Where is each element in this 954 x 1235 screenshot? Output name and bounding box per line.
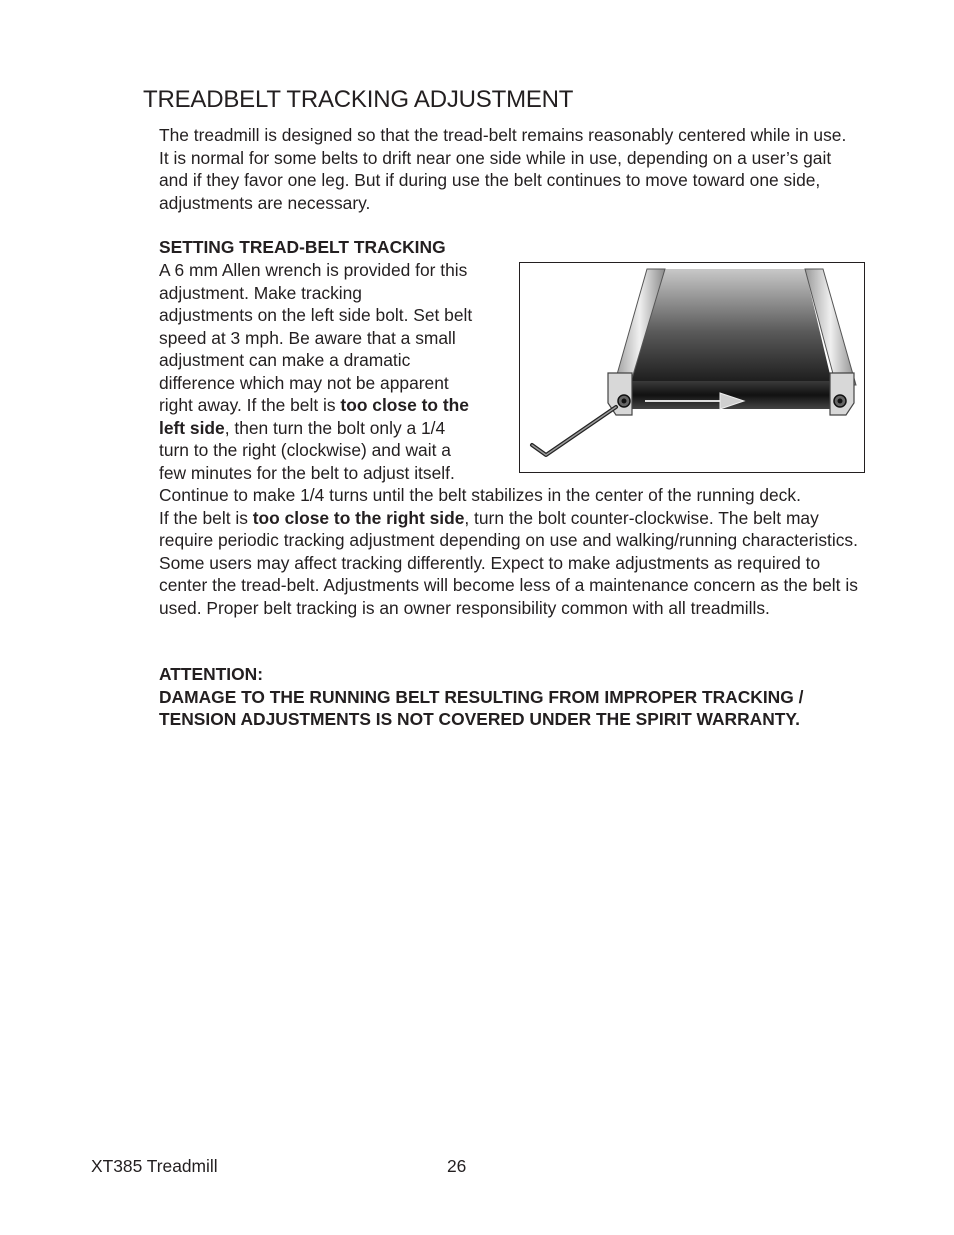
text-line: right away. If the belt is too close to the [159,395,469,415]
attention-text: DAMAGE TO THE RUNNING BELT RESULTING FROM IMPROPER TRACKING / TENSION ADJUSTMENTS IS NOT COVERED UNDER THE SPIRIT WARRANTY. [159,686,804,729]
tracking-illustration [519,262,865,473]
text-line: few minutes for the belt to adjust itself. [159,462,455,483]
attention-notice [159,663,864,731]
wrapped-instructions [159,259,509,484]
continued-instructions [159,484,864,619]
text-line: speed at 3 mph. Be aware that a small [159,327,456,348]
right-end-cap [830,373,854,415]
text-line: difference which may not be apparent [159,372,449,393]
emphasis-left-side: too close to the [340,395,469,415]
section-heading: SETTING TREAD-BELT TRACKING [159,237,446,257]
text-line: adjustments on the left side bolt. Set belt [159,305,473,325]
attention-label: ATTENTION: [159,664,264,684]
text-line: adjustment. Make tracking [159,282,362,303]
page-title: TREADBELT TRACKING ADJUSTMENT [143,86,574,113]
text-line: left side, then turn the bolt only a 1/4 [159,417,446,438]
text-line: Continue to make 1/4 turns until the belt stabilizes in the center of the running deck. [159,485,801,505]
emphasis-left-side-end: left side [159,417,225,438]
intro-paragraph: The treadmill is designed so that the tread-belt remains reasonably centered while in use. It is normal for some belts to drift near one side while in use, depending on a user’s gait and if they favor one leg. But if during use the belt continues to move toward one side, adjustments are necessary. [159,125,847,213]
footer-product-name: XT385 Treadmill [91,1156,218,1176]
emphasis-right-side: too close to the right side [252,507,465,528]
treadmill-belt-illustration [520,263,864,472]
text-line: A 6 mm Allen wrench is provided for this [159,260,468,280]
text-line: If the belt is too close to the right side, turn the bolt counter-clockwise. The belt may require periodic tracking adjustment depending on use and walking/running characteristics. Some users may affect tracking differently. Expect to make adjustments as required to center the tread-belt. Adjustments will become less of a maintenance concern as the belt is used. Proper belt tracking is an owner responsibility common with all treadmills. [159,507,858,618]
allen-wrench-icon [532,407,616,455]
text-line: adjustment can make a dramatic [159,350,411,370]
footer-page-number: 26 [447,1156,467,1176]
text-line: turn to the right (clockwise) and wait a [159,440,451,460]
